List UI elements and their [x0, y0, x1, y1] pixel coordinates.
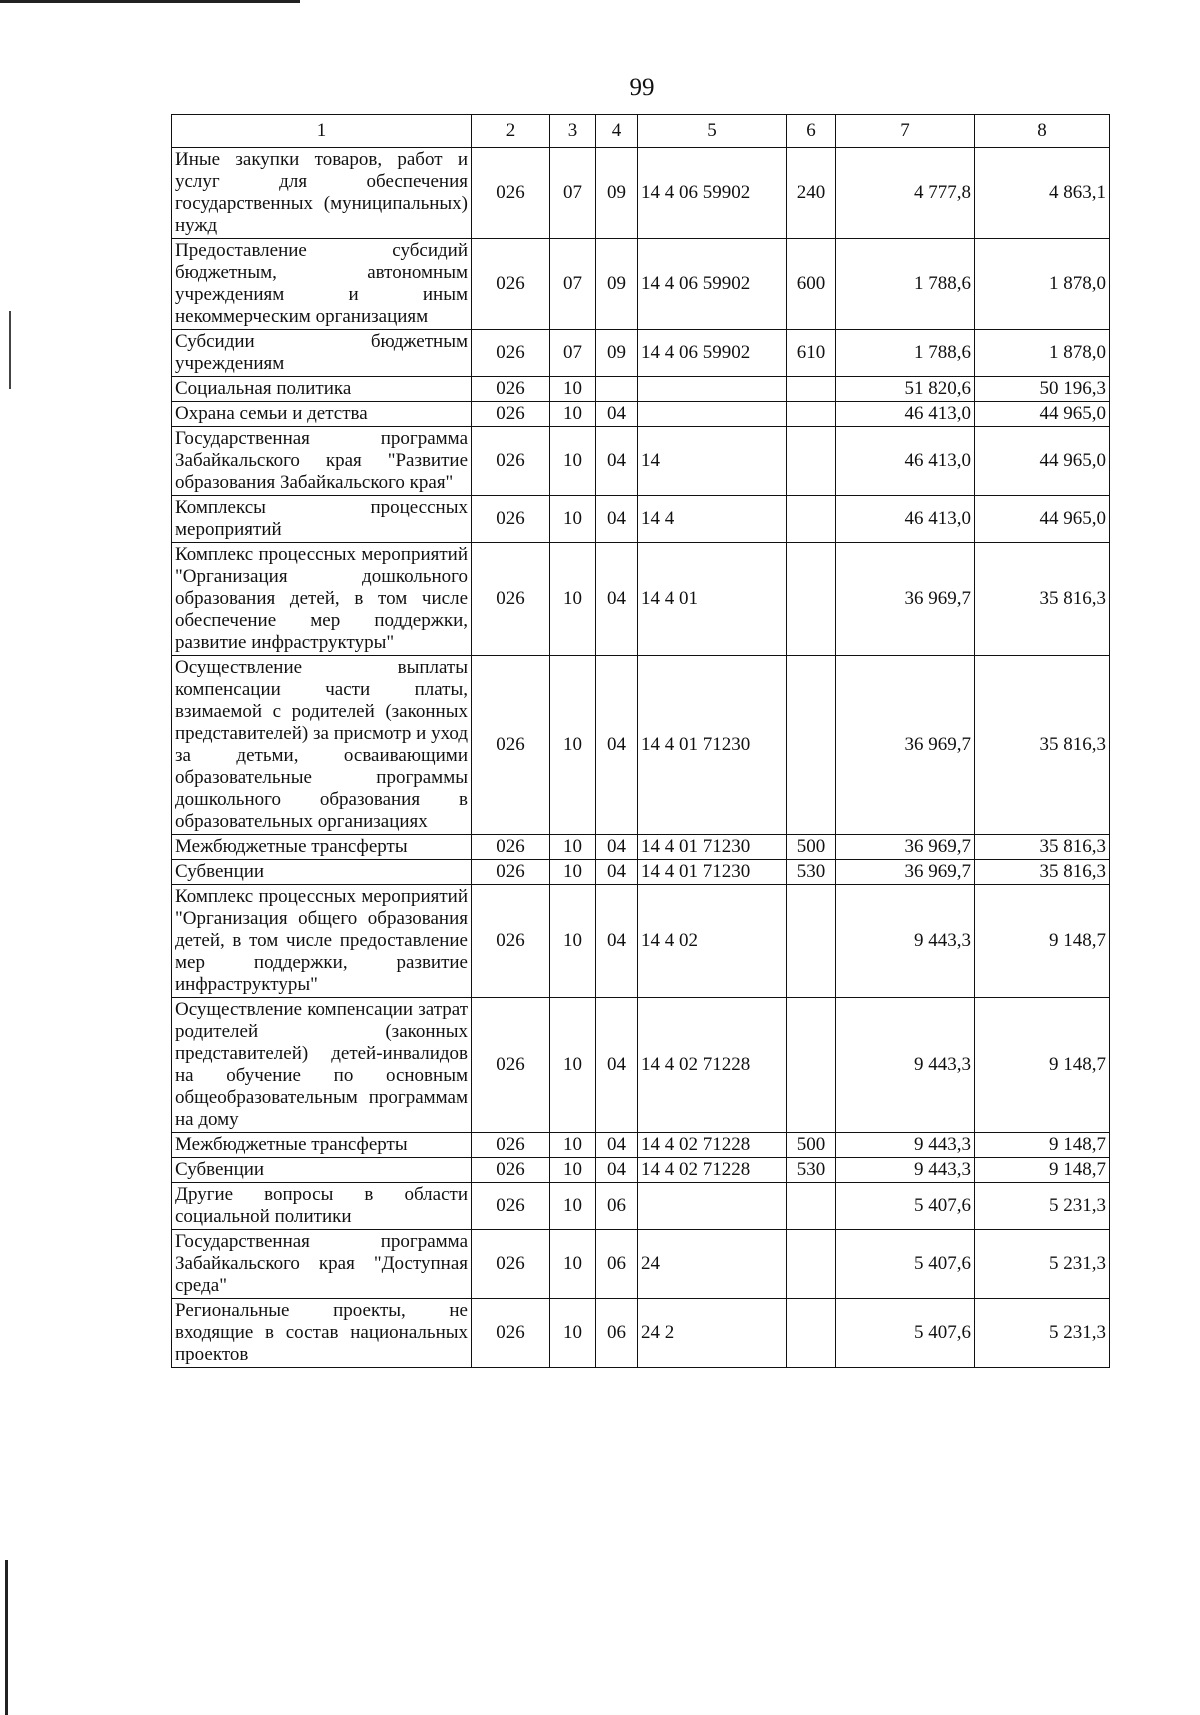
row-name-cell: Предоставление субсидий бюджетным, автономным учреждениям и иным некоммерческим организациям — [172, 239, 472, 330]
table-row — [172, 239, 1110, 330]
table-row — [172, 1299, 1110, 1368]
row-name-cell: Государственная программа Забайкальского края "Развитие образования Забайкальского края" — [172, 427, 472, 496]
expense-type-cell: 500 — [787, 1133, 836, 1158]
amount-year1-cell: 9 443,3 — [836, 1158, 975, 1183]
admin-code-cell: 026 — [472, 1133, 550, 1158]
amount-year1-cell: 36 969,7 — [836, 656, 975, 835]
table-row — [172, 148, 1110, 239]
section-cell: 07 — [550, 330, 596, 377]
amount-year2-cell: 4 863,1 — [975, 148, 1110, 239]
target-article-cell: 24 2 — [638, 1299, 787, 1368]
expense-type-cell — [787, 1183, 836, 1230]
subsection-cell: 04 — [596, 1158, 638, 1183]
admin-code-cell: 026 — [472, 330, 550, 377]
subsection-cell: 04 — [596, 656, 638, 835]
row-name-cell: Комплекс процессных мероприятий "Организация дошкольного образования детей, в том числе обеспечение мер поддержки, развитие инфраструктуры" — [172, 543, 472, 656]
target-article-cell: 14 4 06 59902 — [638, 330, 787, 377]
admin-code-cell: 026 — [472, 835, 550, 860]
section-cell: 10 — [550, 1133, 596, 1158]
table-row — [172, 402, 1110, 427]
admin-code-cell: 026 — [472, 885, 550, 998]
target-article-cell: 24 — [638, 1230, 787, 1299]
expense-type-cell — [787, 1299, 836, 1368]
section-cell: 07 — [550, 148, 596, 239]
admin-code-cell: 026 — [472, 148, 550, 239]
section-cell: 10 — [550, 402, 596, 427]
budget-table — [171, 114, 1110, 1368]
amount-year1-cell: 1 788,6 — [836, 330, 975, 377]
subsection-cell: 06 — [596, 1299, 638, 1368]
amount-year2-cell: 44 965,0 — [975, 402, 1110, 427]
target-article-cell: 14 4 02 71228 — [638, 998, 787, 1133]
row-name-cell: Субсидии бюджетным учреждениям — [172, 330, 472, 377]
expense-type-cell — [787, 885, 836, 998]
table-row — [172, 1133, 1110, 1158]
target-article-cell: 14 4 06 59902 — [638, 148, 787, 239]
amount-year1-cell: 46 413,0 — [836, 427, 975, 496]
row-name-cell: Комплекс процессных мероприятий "Организация общего образования детей, в том числе предоставление мер поддержки, развитие инфраструктуры" — [172, 885, 472, 998]
column-header: 3 — [550, 115, 596, 148]
column-header: 5 — [638, 115, 787, 148]
subsection-cell — [596, 377, 638, 402]
target-article-cell: 14 4 01 71230 — [638, 860, 787, 885]
admin-code-cell: 026 — [472, 1183, 550, 1230]
row-name-cell: Государственная программа Забайкальского края "Доступная среда" — [172, 1230, 472, 1299]
table-row — [172, 1158, 1110, 1183]
section-cell: 10 — [550, 1299, 596, 1368]
target-article-cell: 14 4 02 71228 — [638, 1158, 787, 1183]
admin-code-cell: 026 — [472, 998, 550, 1133]
admin-code-cell: 026 — [472, 239, 550, 330]
subsection-cell: 06 — [596, 1183, 638, 1230]
amount-year2-cell: 9 148,7 — [975, 1133, 1110, 1158]
table-header-row — [172, 115, 1110, 148]
target-article-cell — [638, 1183, 787, 1230]
target-article-cell: 14 4 01 — [638, 543, 787, 656]
admin-code-cell: 026 — [472, 1158, 550, 1183]
target-article-cell — [638, 402, 787, 427]
amount-year2-cell: 9 148,7 — [975, 998, 1110, 1133]
row-name-cell: Комплексы процессных мероприятий — [172, 496, 472, 543]
section-cell: 07 — [550, 239, 596, 330]
subsection-cell: 04 — [596, 496, 638, 543]
target-article-cell: 14 — [638, 427, 787, 496]
row-name-cell: Межбюджетные трансферты — [172, 835, 472, 860]
amount-year2-cell: 1 878,0 — [975, 239, 1110, 330]
subsection-cell: 04 — [596, 998, 638, 1133]
section-cell: 10 — [550, 377, 596, 402]
table-row — [172, 330, 1110, 377]
subsection-cell: 04 — [596, 885, 638, 998]
section-cell: 10 — [550, 835, 596, 860]
admin-code-cell: 026 — [472, 402, 550, 427]
subsection-cell: 04 — [596, 427, 638, 496]
section-cell: 10 — [550, 496, 596, 543]
amount-year1-cell: 9 443,3 — [836, 1133, 975, 1158]
amount-year1-cell: 46 413,0 — [836, 496, 975, 543]
column-header: 7 — [836, 115, 975, 148]
scan-artifact-line — [5, 1560, 8, 1715]
table-row — [172, 656, 1110, 835]
column-header: 6 — [787, 115, 836, 148]
amount-year1-cell: 5 407,6 — [836, 1299, 975, 1368]
section-cell: 10 — [550, 1158, 596, 1183]
amount-year2-cell: 50 196,3 — [975, 377, 1110, 402]
column-header: 4 — [596, 115, 638, 148]
amount-year1-cell: 36 969,7 — [836, 835, 975, 860]
row-name-cell: Иные закупки товаров, работ и услуг для обеспечения государственных (муниципальных) нужд — [172, 148, 472, 239]
amount-year2-cell: 9 148,7 — [975, 885, 1110, 998]
table-row — [172, 1183, 1110, 1230]
column-header: 8 — [975, 115, 1110, 148]
expense-type-cell — [787, 427, 836, 496]
subsection-cell: 06 — [596, 1230, 638, 1299]
subsection-cell: 04 — [596, 402, 638, 427]
section-cell: 10 — [550, 656, 596, 835]
subsection-cell: 04 — [596, 835, 638, 860]
subsection-cell: 04 — [596, 860, 638, 885]
row-name-cell: Региональные проекты, не входящие в состав национальных проектов — [172, 1299, 472, 1368]
expense-type-cell — [787, 998, 836, 1133]
amount-year2-cell: 44 965,0 — [975, 427, 1110, 496]
row-name-cell: Социальная политика — [172, 377, 472, 402]
admin-code-cell: 026 — [472, 496, 550, 543]
admin-code-cell: 026 — [472, 656, 550, 835]
table-row — [172, 543, 1110, 656]
column-header: 1 — [172, 115, 472, 148]
amount-year1-cell: 5 407,6 — [836, 1183, 975, 1230]
row-name-cell: Межбюджетные трансферты — [172, 1133, 472, 1158]
expense-type-cell: 500 — [787, 835, 836, 860]
amount-year2-cell: 35 816,3 — [975, 835, 1110, 860]
expense-type-cell — [787, 402, 836, 427]
column-header: 2 — [472, 115, 550, 148]
row-name-cell: Субвенции — [172, 1158, 472, 1183]
section-cell: 10 — [550, 860, 596, 885]
expense-type-cell — [787, 543, 836, 656]
expense-type-cell: 530 — [787, 860, 836, 885]
amount-year1-cell: 9 443,3 — [836, 885, 975, 998]
page-number: 99 — [629, 74, 655, 101]
subsection-cell: 04 — [596, 1133, 638, 1158]
row-name-cell: Охрана семьи и детства — [172, 402, 472, 427]
amount-year1-cell: 4 777,8 — [836, 148, 975, 239]
subsection-cell: 09 — [596, 239, 638, 330]
scan-artifact-line — [0, 0, 300, 3]
section-cell: 10 — [550, 543, 596, 656]
amount-year2-cell: 5 231,3 — [975, 1299, 1110, 1368]
subsection-cell: 04 — [596, 543, 638, 656]
row-name-cell: Субвенции — [172, 860, 472, 885]
target-article-cell: 14 4 06 59902 — [638, 239, 787, 330]
row-name-cell: Осуществление компенсации затрат родителей (законных представителей) детей-инвалидов на обучение по основным общеобразовательным программам на дому — [172, 998, 472, 1133]
table-row — [172, 496, 1110, 543]
admin-code-cell: 026 — [472, 377, 550, 402]
admin-code-cell: 026 — [472, 427, 550, 496]
amount-year1-cell: 1 788,6 — [836, 239, 975, 330]
target-article-cell — [638, 377, 787, 402]
target-article-cell: 14 4 — [638, 496, 787, 543]
amount-year2-cell: 5 231,3 — [975, 1183, 1110, 1230]
amount-year1-cell: 5 407,6 — [836, 1230, 975, 1299]
amount-year2-cell: 35 816,3 — [975, 656, 1110, 835]
table-row — [172, 885, 1110, 998]
subsection-cell: 09 — [596, 148, 638, 239]
row-name-cell: Другие вопросы в области социальной политики — [172, 1183, 472, 1230]
table-row — [172, 860, 1110, 885]
section-cell: 10 — [550, 427, 596, 496]
expense-type-cell: 610 — [787, 330, 836, 377]
expense-type-cell — [787, 1230, 836, 1299]
row-name-cell: Осуществление выплаты компенсации части платы, взимаемой с родителей (законных представителей) за присмотр и уход за детьми, осваивающими образовательные программы дошкольного образования в образовательных организациях — [172, 656, 472, 835]
amount-year2-cell: 35 816,3 — [975, 860, 1110, 885]
expense-type-cell: 240 — [787, 148, 836, 239]
amount-year1-cell: 36 969,7 — [836, 543, 975, 656]
amount-year2-cell: 5 231,3 — [975, 1230, 1110, 1299]
target-article-cell: 14 4 02 71228 — [638, 1133, 787, 1158]
admin-code-cell: 026 — [472, 543, 550, 656]
amount-year1-cell: 46 413,0 — [836, 402, 975, 427]
table-row — [172, 1230, 1110, 1299]
table-row — [172, 427, 1110, 496]
scan-artifact-line — [9, 311, 11, 389]
table-row — [172, 835, 1110, 860]
table-row — [172, 377, 1110, 402]
amount-year1-cell: 36 969,7 — [836, 860, 975, 885]
admin-code-cell: 026 — [472, 1299, 550, 1368]
subsection-cell: 09 — [596, 330, 638, 377]
expense-type-cell: 600 — [787, 239, 836, 330]
section-cell: 10 — [550, 1183, 596, 1230]
admin-code-cell: 026 — [472, 1230, 550, 1299]
table-row — [172, 998, 1110, 1133]
amount-year1-cell: 51 820,6 — [836, 377, 975, 402]
amount-year2-cell: 35 816,3 — [975, 543, 1110, 656]
target-article-cell: 14 4 01 71230 — [638, 656, 787, 835]
expense-type-cell — [787, 656, 836, 835]
amount-year2-cell: 44 965,0 — [975, 496, 1110, 543]
section-cell: 10 — [550, 998, 596, 1133]
expense-type-cell — [787, 377, 836, 402]
target-article-cell: 14 4 02 — [638, 885, 787, 998]
expense-type-cell: 530 — [787, 1158, 836, 1183]
section-cell: 10 — [550, 1230, 596, 1299]
amount-year2-cell: 9 148,7 — [975, 1158, 1110, 1183]
table-body — [172, 148, 1110, 1368]
amount-year2-cell: 1 878,0 — [975, 330, 1110, 377]
target-article-cell: 14 4 01 71230 — [638, 835, 787, 860]
admin-code-cell: 026 — [472, 860, 550, 885]
section-cell: 10 — [550, 885, 596, 998]
expense-type-cell — [787, 496, 836, 543]
amount-year1-cell: 9 443,3 — [836, 998, 975, 1133]
